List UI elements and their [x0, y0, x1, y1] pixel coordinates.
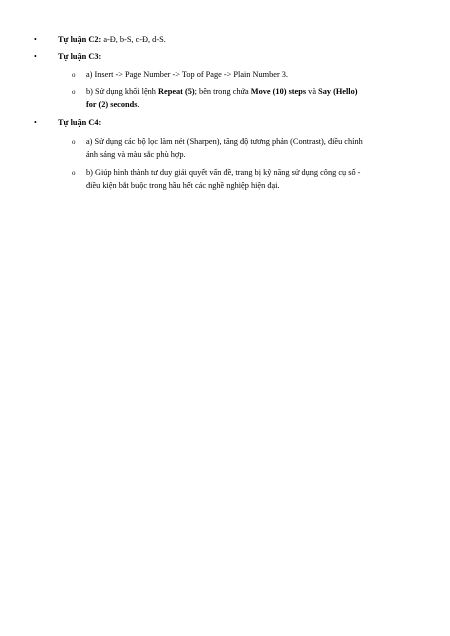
c4-b-line1: b) Giúp hình thành tư duy giải quyết vấn đề, trang bị kỹ năng sử dụng công cụ số - [86, 168, 361, 177]
circle-bullet-icon: o [72, 88, 76, 96]
c3-b-pre: b) Sử dụng khối lệnh [86, 87, 159, 96]
c3-b-text [86, 86, 416, 111]
c3-b-end: . [137, 99, 140, 109]
c4-a-line2: ánh sáng và màu sắc phù hợp. [86, 149, 186, 159]
c4-a-line1: a) Sử dụng các bộ lọc làm nét (Sharpen), tăng độ tương phản (Contrast), điều chỉnh [86, 137, 363, 146]
c4-b-line2: điều kiện bắt buộc trong hầu hết các nghề nghiệp hiện đại. [86, 180, 280, 190]
bullet-icon: • [34, 35, 37, 44]
circle-bullet-icon: o [72, 138, 76, 146]
bullet-icon: • [34, 52, 37, 61]
c3-b-seconds: for (2) seconds [86, 99, 138, 109]
c3-a-text: a) Insert -> Page Number -> Top of Page -> Plain Number 3. [86, 70, 289, 79]
c2-answer: a-Đ, b-S, c-Đ, d-S. [101, 35, 166, 44]
c3-line [58, 51, 101, 63]
c2-heading: Tự luận C2: [58, 35, 102, 44]
c4-line [58, 117, 101, 129]
bullet-icon: • [34, 118, 37, 127]
c4-b-text [86, 167, 416, 192]
c4-heading: Tự luận C4: [58, 118, 102, 127]
circle-bullet-icon: o [72, 169, 76, 177]
c2-line [58, 34, 166, 46]
c3-b-and: và [306, 87, 319, 96]
c3-b-move: Move (10) steps [250, 87, 307, 96]
c3-heading: Tự luận C3: [58, 52, 102, 61]
c3-b-repeat: Repeat (5) [158, 87, 195, 96]
c3-b-mid: ; bên trong chứa [194, 87, 251, 96]
c3-b-say: Say (Hello) [318, 87, 358, 96]
c4-a-text [86, 136, 416, 161]
circle-bullet-icon: o [72, 71, 76, 79]
